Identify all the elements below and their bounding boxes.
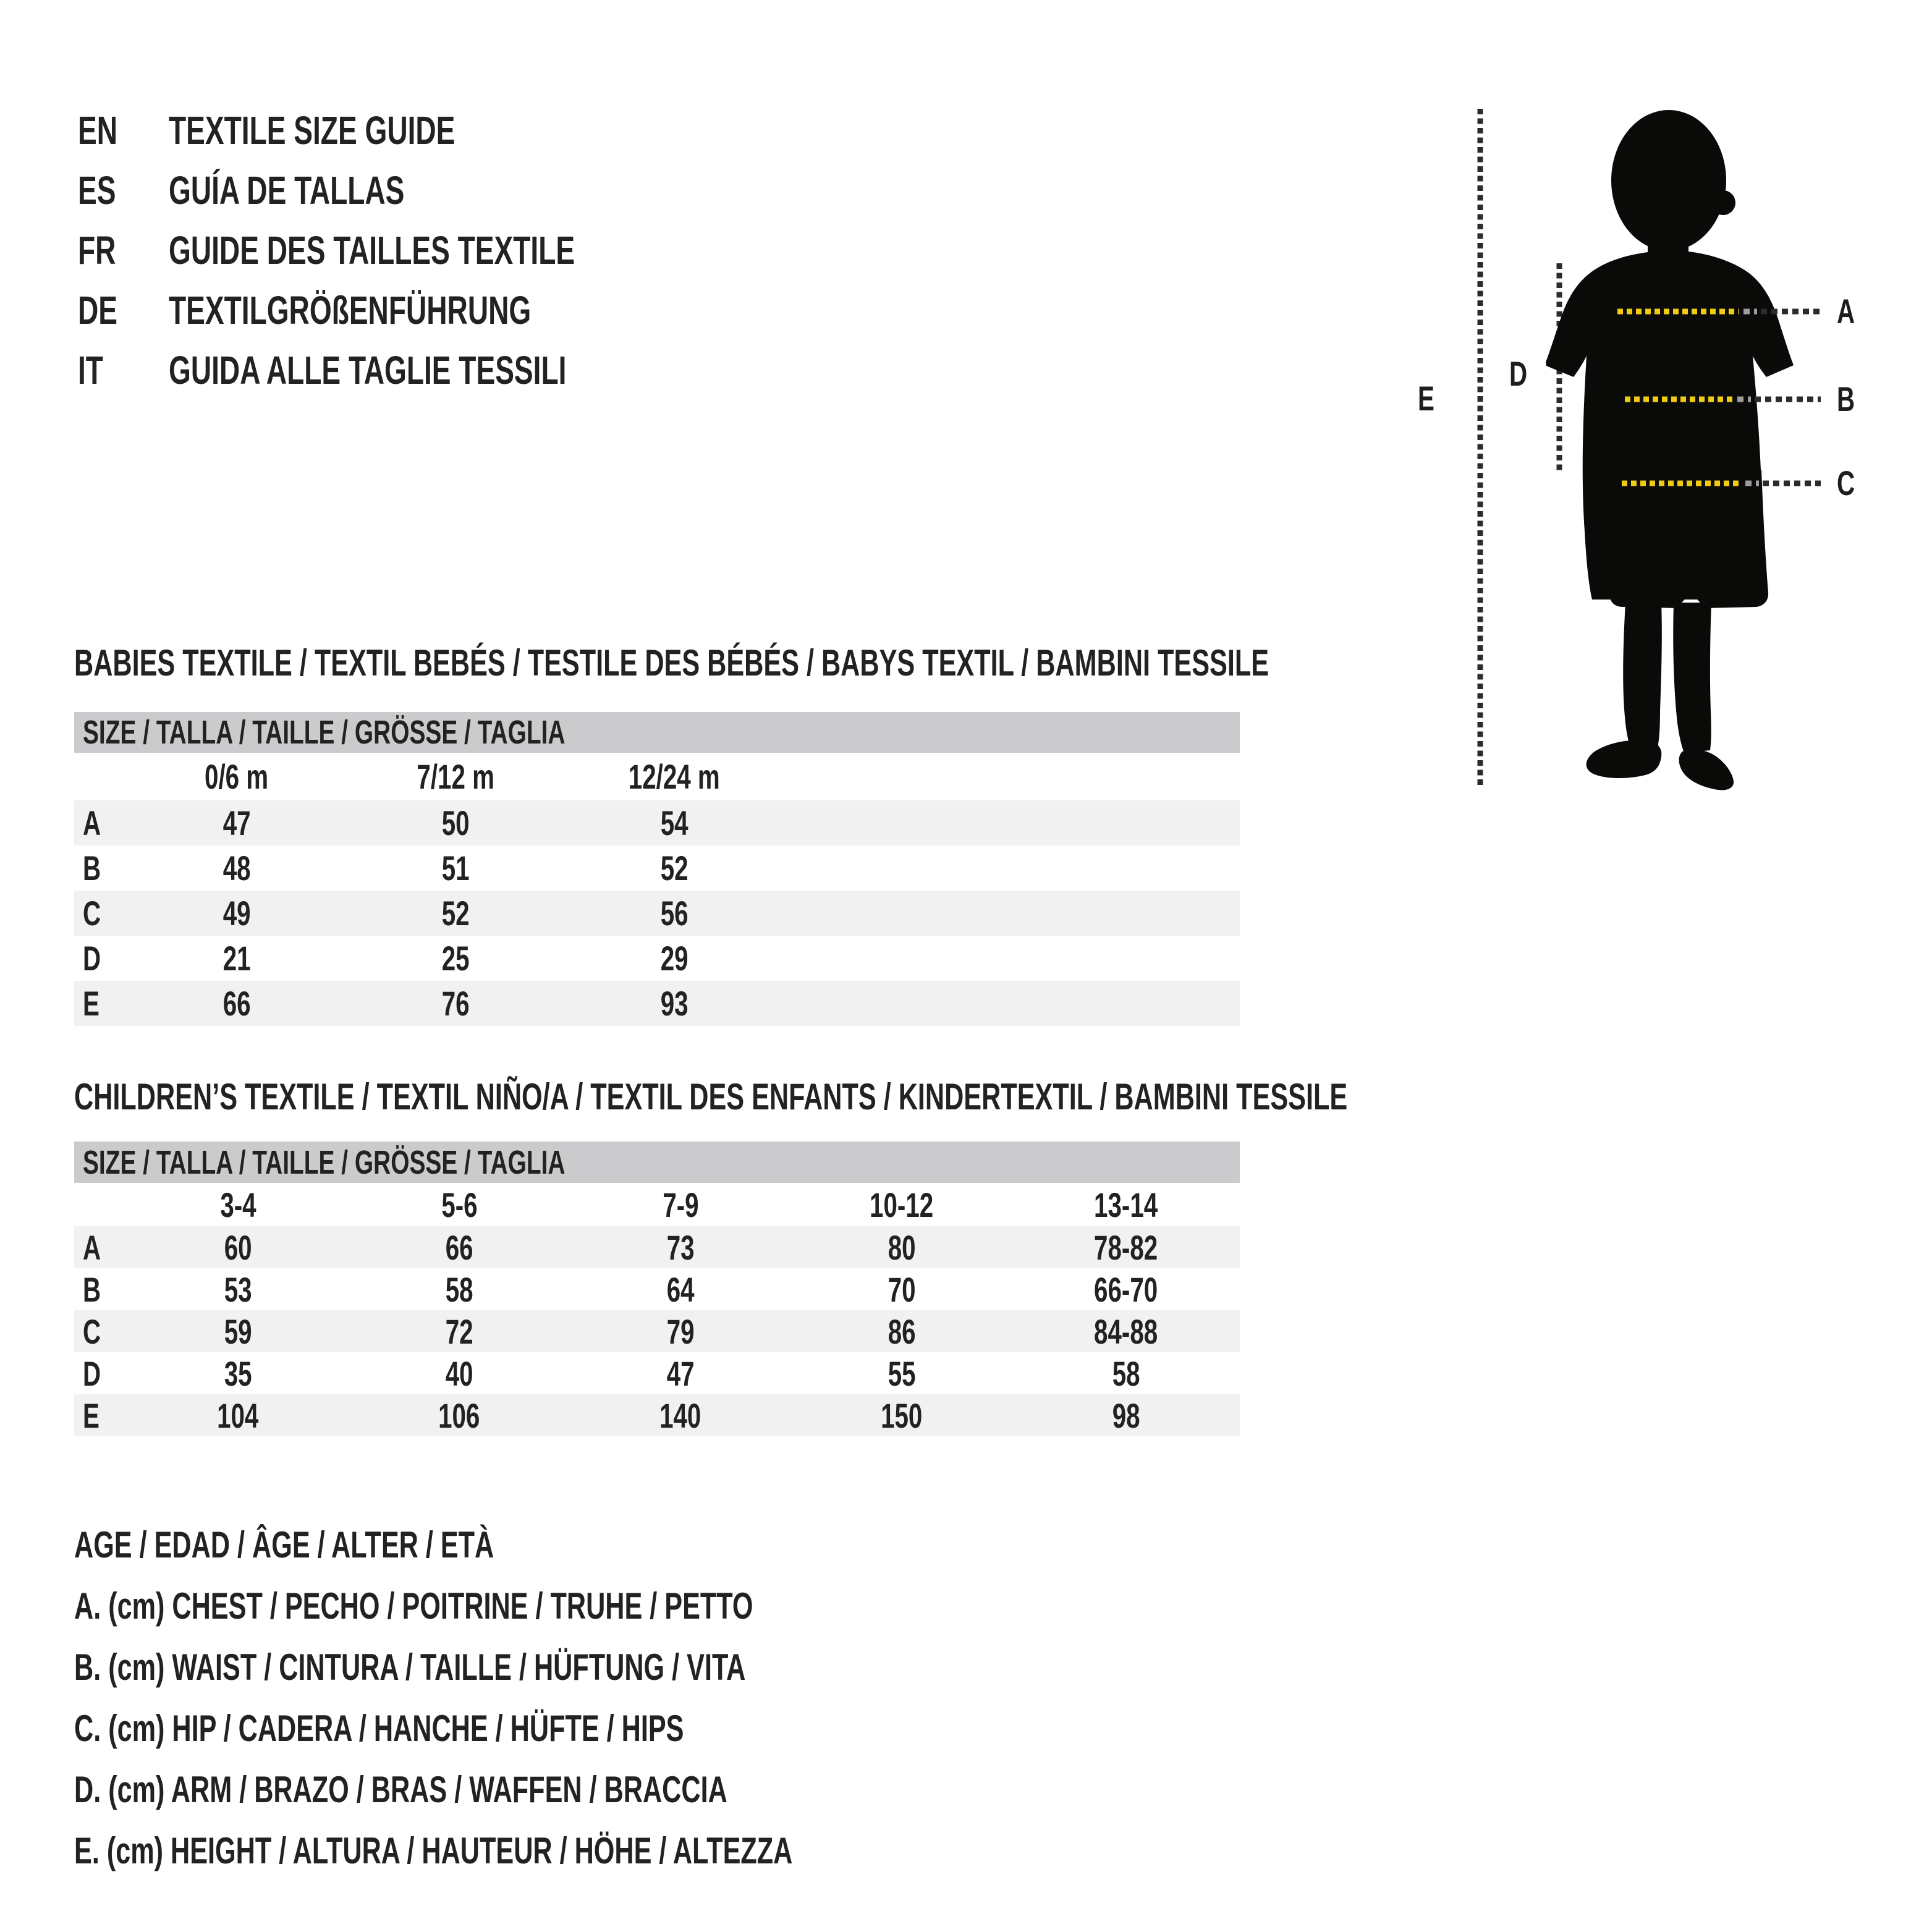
row-label: C (83, 1311, 101, 1351)
children-size-header-bar: SIZE / TALLA / TAILLE / GRÖSSE / TAGLIA (74, 1142, 1240, 1183)
table-cell: 76 (441, 984, 470, 1023)
table-cell: 86 (888, 1311, 916, 1351)
table-cell: 104 (217, 1396, 259, 1435)
language-code: ES (78, 167, 116, 213)
language-title: GUÍA DE TALLAS (169, 167, 405, 213)
table-cell: 58 (1112, 1354, 1140, 1393)
table-cell: 66 (445, 1227, 473, 1267)
table-cell: 150 (881, 1396, 923, 1435)
diagram-label-c: C (1837, 464, 1855, 502)
table-row (74, 1352, 1240, 1394)
diagram-label-b: B (1837, 379, 1855, 418)
babies-size-header-bar: SIZE / TALLA / TAILLE / GRÖSSE / TAGLIA (74, 712, 1240, 753)
table-cell: 64 (666, 1269, 695, 1309)
table-row (74, 981, 1240, 1026)
babies-size-table (74, 712, 1240, 1026)
child-silhouette-body (1546, 110, 1794, 790)
table-row (74, 1310, 1240, 1352)
table-cell: 40 (445, 1354, 473, 1393)
legend-line-hip: C. (cm) HIP / CADERA / HANCHE / HÜFTE / HIPS (74, 1708, 684, 1749)
table-cell: 55 (888, 1354, 916, 1393)
diagram-label-e: E (1418, 379, 1434, 418)
row-label: C (83, 894, 101, 933)
row-label: D (83, 939, 101, 978)
diagram-label-d: D (1509, 354, 1528, 393)
child-silhouette (1409, 74, 1932, 803)
table-cell: 79 (666, 1311, 695, 1351)
table-cell: 60 (224, 1227, 252, 1267)
column-header: 10-12 (870, 1185, 934, 1224)
table-cell: 51 (441, 849, 470, 888)
language-title: GUIDE DES TAILLES TEXTILE (169, 227, 575, 273)
table-cell: 106 (438, 1396, 480, 1435)
table-row (74, 845, 1240, 891)
table-row (74, 1226, 1240, 1268)
legend-line-height: E. (cm) HEIGHT / ALTURA / HAUTEUR / HÖHE / ALTEZZA (74, 1830, 793, 1871)
table-cell: 35 (224, 1354, 252, 1393)
children-column-header-row (74, 1183, 1240, 1226)
babies-column-header-row (74, 753, 1240, 800)
legend-line-chest: A. (cm) CHEST / PECHO / POITRINE / TRUHE / PETTO (74, 1585, 753, 1627)
row-label: A (83, 803, 101, 842)
row-label: B (83, 1269, 101, 1309)
table-cell: 84-88 (1094, 1311, 1158, 1351)
legend-line-waist: B. (cm) WAIST / CINTURA / TAILLE / HÜFTUNG / VITA (74, 1646, 746, 1688)
row-label: E (83, 984, 100, 1023)
language-row-es (78, 160, 733, 220)
table-cell: 70 (888, 1269, 916, 1309)
table-cell: 25 (441, 939, 470, 978)
legend-line-age: AGE / EDAD / ÂGE / ALTER / ETÀ (74, 1524, 494, 1566)
row-label: E (83, 1396, 100, 1435)
column-header: 0/6 m (205, 757, 269, 796)
table-cell: 50 (441, 803, 470, 842)
column-header: 5-6 (441, 1185, 478, 1224)
language-code: EN (78, 108, 118, 153)
language-title: GUIDA ALLE TAGLIE TESSILI (169, 347, 567, 392)
table-cell: 140 (659, 1396, 701, 1435)
table-cell: 72 (445, 1311, 473, 1351)
children-size-table (74, 1142, 1240, 1436)
language-code: IT (78, 347, 103, 392)
table-row (74, 891, 1240, 936)
diagram-label-a: A (1837, 292, 1855, 331)
table-cell: 48 (222, 849, 251, 888)
table-cell: 49 (222, 894, 251, 933)
row-label: D (83, 1354, 101, 1393)
table-row (74, 1394, 1240, 1436)
table-cell: 58 (445, 1269, 473, 1309)
language-row-de (78, 280, 733, 340)
language-row-fr (78, 220, 733, 280)
language-title: TEXTILGRÖßENFÜHRUNG (169, 287, 532, 333)
language-code: FR (78, 227, 116, 273)
table-cell: 29 (660, 939, 688, 978)
table-cell: 54 (660, 803, 688, 842)
row-label: A (83, 1227, 101, 1267)
column-header: 13-14 (1094, 1185, 1158, 1224)
table-cell: 47 (222, 803, 251, 842)
table-cell: 66-70 (1094, 1269, 1158, 1309)
table-row (74, 800, 1240, 845)
table-cell: 98 (1112, 1396, 1140, 1435)
table-cell: 52 (441, 894, 470, 933)
table-cell: 78-82 (1094, 1227, 1158, 1267)
table-cell: 59 (224, 1311, 252, 1351)
column-header: 7/12 m (417, 757, 494, 796)
table-cell: 21 (222, 939, 251, 978)
legend-line-arm: D. (cm) ARM / BRAZO / BRAS / WAFFEN / BRACCIA (74, 1769, 727, 1810)
language-code: DE (78, 287, 118, 333)
table-cell: 66 (222, 984, 251, 1023)
language-row-it (78, 340, 733, 400)
table-cell: 47 (666, 1354, 695, 1393)
column-header: 7-9 (662, 1185, 699, 1224)
table-cell: 56 (660, 894, 688, 933)
row-label: B (83, 849, 101, 888)
measurement-diagram (1409, 74, 1932, 803)
measurement-legend (74, 1514, 1072, 1881)
language-row-en (78, 100, 733, 160)
column-header: 12/24 m (629, 757, 720, 796)
table-cell: 73 (666, 1227, 695, 1267)
table-cell: 53 (224, 1269, 252, 1309)
babies-section-title: BABIES TEXTILE / TEXTIL BEBÉS / TESTILE DES BÉBÉS / BABYS TEXTIL / BAMBINI TESSILE (74, 642, 1269, 684)
table-cell: 80 (888, 1227, 916, 1267)
column-header: 3-4 (219, 1185, 256, 1224)
language-title: TEXTILE SIZE GUIDE (169, 108, 455, 153)
table-row (74, 1268, 1240, 1310)
table-cell: 93 (660, 984, 688, 1023)
language-title-list (78, 100, 733, 400)
table-row (74, 936, 1240, 981)
table-cell: 52 (660, 849, 688, 888)
children-section-title: CHILDREN’S TEXTILE / TEXTIL NIÑO/A / TEXTIL DES ENFANTS / KINDERTEXTIL / BAMBINI TESSILE (74, 1076, 1348, 1117)
